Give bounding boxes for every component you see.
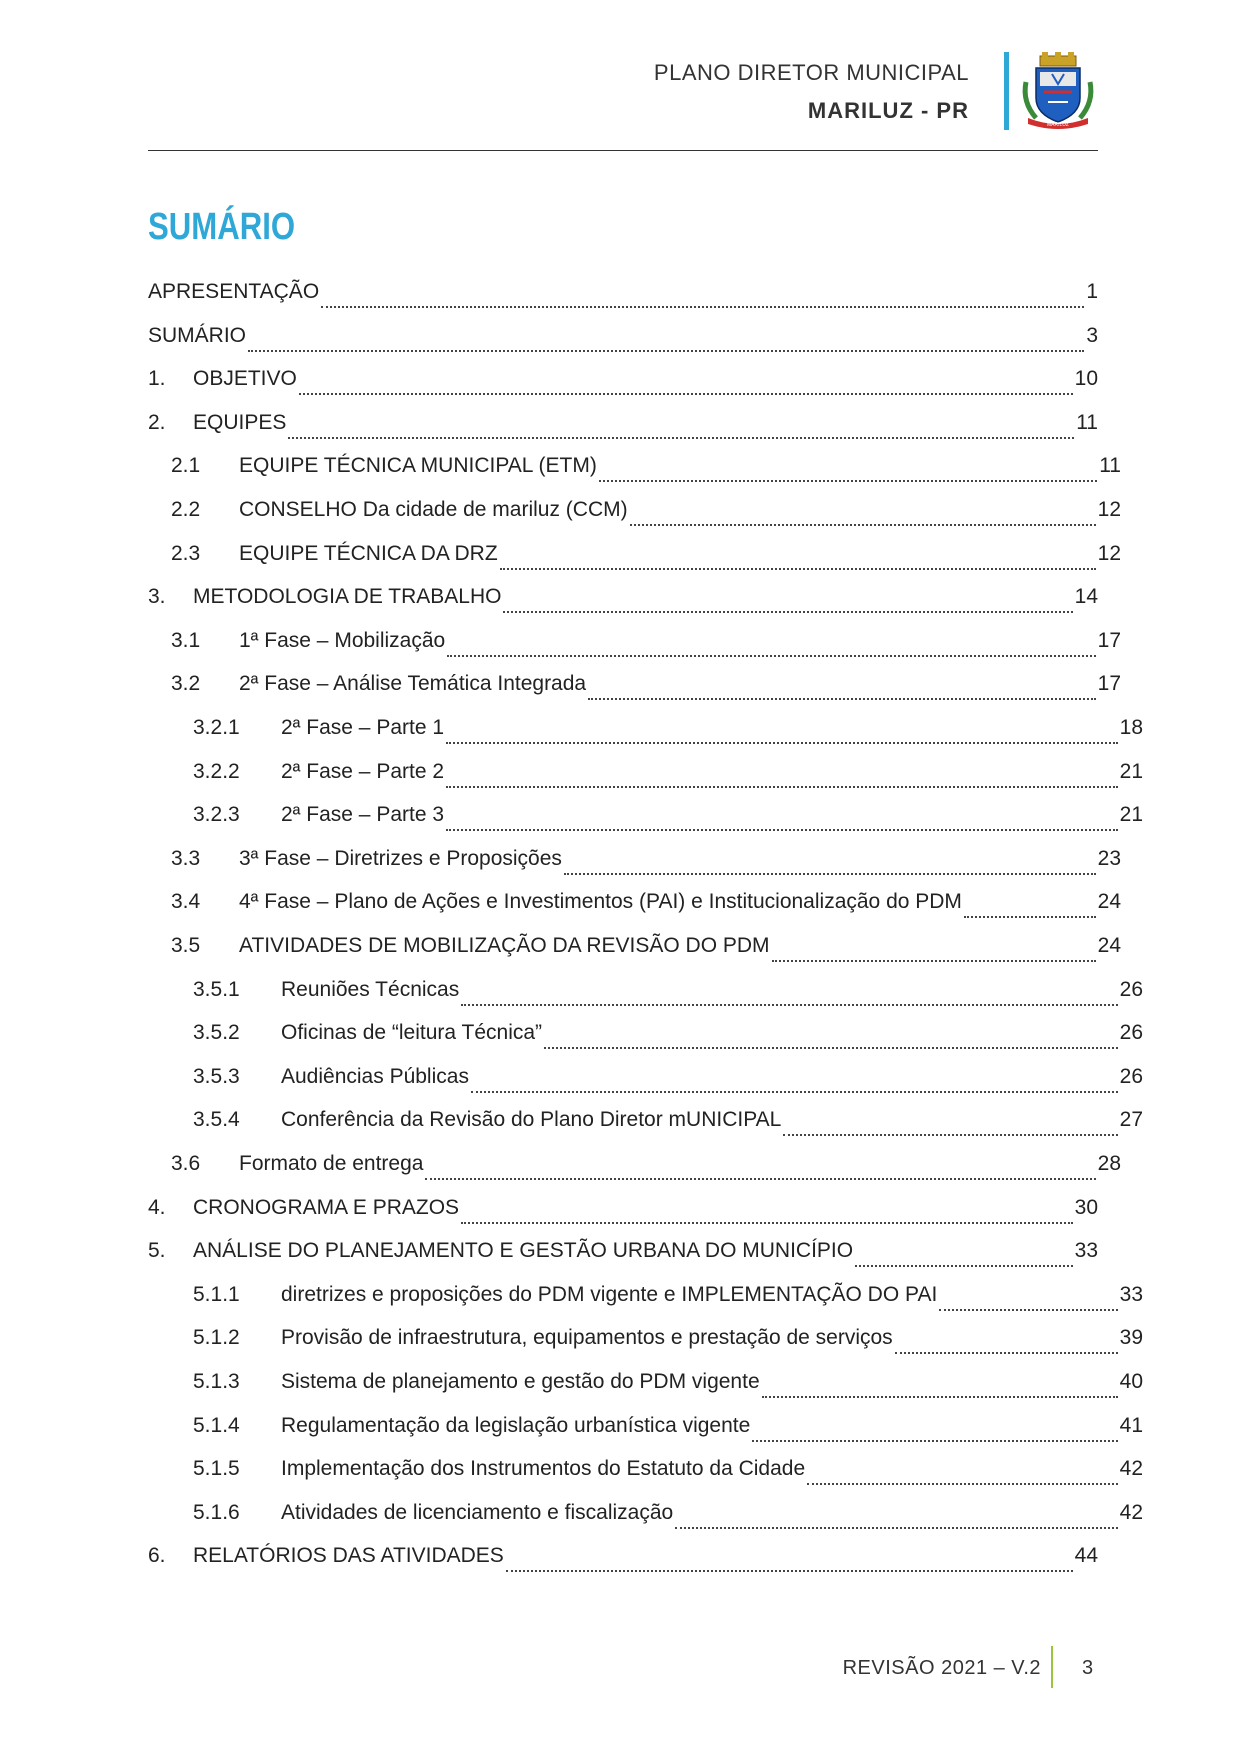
toc-entry[interactable] [148,1501,1143,1535]
toc-entry-number: 3.2 [171,672,201,696]
toc-dot-leader [299,392,1073,395]
toc-entry[interactable] [148,324,1098,358]
toc-entry-label: 2ª Fase – Parte 3 [281,803,445,827]
toc-dot-leader [855,1264,1073,1267]
toc-entry-number: 1. [148,367,166,391]
document-header [654,60,969,124]
toc-entry-page: 14 [1074,585,1098,609]
toc-dot-leader [564,872,1096,875]
toc-dot-leader [321,305,1084,308]
toc-entry-number: 3.3 [171,846,201,870]
toc-entry-label: APRESENTAÇÃO [148,280,320,303]
toc-dot-leader [772,959,1096,962]
toc-dot-leader [461,1221,1073,1224]
toc-entry[interactable] [148,367,1098,401]
toc-entry[interactable] [148,1283,1143,1317]
toc-entry-number: 3.1 [171,628,201,652]
toc-entry-number: 5.1.5 [193,1457,240,1481]
toc-entry-number: 4. [148,1195,166,1219]
toc-dot-leader [752,1439,1117,1442]
toc-entry-number: 6. [148,1544,166,1568]
toc-entry-number: 3.4 [171,890,201,914]
toc-dot-leader [288,436,1074,439]
toc-entry-label: 1ª Fase – Mobilização [239,628,446,652]
toc-entry-number: 5.1.2 [193,1326,240,1350]
toc-dot-leader [964,915,1096,918]
toc-entry-number: 5.1.1 [193,1282,240,1306]
toc-entry-label: ATIVIDADES DE MOBILIZAÇÃO DA REVISÃO DO PDM [239,934,770,957]
toc-entry-page: 26 [1119,977,1143,1001]
toc-entry[interactable] [148,847,1121,881]
toc-entry-number: 3.5.3 [193,1064,240,1088]
toc-entry-page: 18 [1119,716,1143,739]
toc-entry-page: 21 [1119,759,1143,783]
toc-entry-label: Regulamentação da legislação urbanística vigente [281,1413,751,1437]
toc-entry-page: 11 [1099,454,1121,478]
toc-entry-label: Reuniões Técnicas [281,977,460,1001]
toc-entry[interactable] [148,498,1121,532]
toc-entry-label: EQUIPE TÉCNICA DA DRZ [239,541,498,565]
toc-entry[interactable] [148,1065,1143,1099]
toc-entry[interactable] [148,1326,1143,1360]
toc-entry-page: 24 [1097,890,1121,914]
toc-dot-leader [762,1395,1118,1398]
toc-entry[interactable] [148,454,1121,488]
toc-entry-number: 2. [148,410,166,434]
toc-entry-number: 3.5 [171,934,201,957]
toc-entry[interactable] [148,716,1143,750]
toc-entry[interactable] [148,629,1121,663]
toc-entry-page: 24 [1097,934,1121,957]
toc-entry-page: 33 [1119,1282,1143,1306]
toc-entry-label: Oficinas de “leitura Técnica” [281,1021,543,1045]
toc-dot-leader [506,1569,1073,1572]
footer-divider [1051,1646,1053,1688]
toc-dot-leader [544,1046,1118,1049]
toc-entry[interactable] [148,411,1098,445]
toc-dot-leader [939,1308,1117,1311]
toc-entry[interactable] [148,1457,1143,1491]
toc-dot-leader [500,567,1096,570]
toc-entry-number: 3. [148,585,166,609]
toc-entry-number: 3.5.2 [193,1021,240,1045]
toc-entry-label: EQUIPE TÉCNICA MUNICIPAL (ETM) [239,454,597,478]
header-municipality: MARILUZ - PR [807,98,969,123]
toc-entry-label: Implementação dos Instrumentos do Estatuto da Cidade [281,1457,806,1481]
footer-page-number: 3 [1082,1657,1094,1679]
toc-entry-page: 12 [1097,541,1121,565]
toc-entry-label: Audiências Públicas [281,1064,469,1088]
toc-entry[interactable] [148,1108,1143,1142]
toc-entry-number: 2.3 [171,541,201,565]
toc-entry-number: 5.1.4 [193,1413,240,1437]
toc-entry-label: Conferência da Revisão do Plano Diretor mUNICIPAL [281,1108,782,1132]
toc-entry-page: 26 [1119,1021,1143,1045]
toc-entry-number: 5.1.6 [193,1500,240,1524]
toc-entry-number: 2.2 [171,498,201,521]
toc-entry[interactable] [148,542,1121,576]
toc-entry-page: 42 [1119,1500,1143,1524]
toc-entry-label: Atividades de licenciamento e fiscalização [281,1500,674,1524]
toc-entry-number: 2.1 [171,454,201,478]
toc-dot-leader [588,697,1096,700]
toc-entry-page: 21 [1119,803,1143,827]
toc-entry[interactable] [148,1544,1098,1578]
toc-dot-leader [599,479,1097,482]
toc-entry-page: 17 [1097,672,1121,696]
toc-entry-label: Formato de entrega [239,1152,424,1175]
toc-entry-label: 4ª Fase – Plano de Ações e Investimentos (PAI) e Institucionalização do PDM [239,890,962,914]
toc-dot-leader [425,1177,1095,1180]
toc-entry-page: 12 [1097,498,1121,521]
toc-entry-label: 2ª Fase – Análise Temática Integrada [239,672,587,696]
toc-entry-page: 27 [1119,1108,1143,1132]
toc-entry[interactable] [148,978,1143,1012]
toc-entry[interactable] [148,1239,1098,1273]
toc-dot-leader [471,1090,1118,1093]
toc-entry-label: EQUIPES [193,410,287,434]
toc-entry-page: 3 [1086,323,1098,347]
header-plan-name: PLANO DIRETOR MUNICIPAL [653,60,969,85]
toc-entry-number: 3.2.3 [193,803,240,827]
toc-dot-leader [503,610,1072,613]
toc-dot-leader [630,523,1096,526]
toc-entry[interactable] [148,760,1143,794]
toc-dot-leader [447,654,1095,657]
toc-entry-label: RELATÓRIOS DAS ATIVIDADES [193,1544,504,1568]
toc-entry-label: OBJETIVO [193,367,297,391]
toc-entry-label: 3ª Fase – Diretrizes e Proposições [239,846,562,870]
toc-entry-page: 33 [1074,1239,1098,1263]
toc-entry[interactable] [148,1152,1121,1186]
toc-entry[interactable] [148,280,1098,314]
toc-entry-label: 2ª Fase – Parte 2 [281,759,445,783]
toc-dot-leader [446,828,1118,831]
toc-entry-number: 5.1.3 [193,1370,240,1393]
toc-entry-number: 3.5.1 [193,977,240,1001]
toc-entry-label: CRONOGRAMA E PRAZOS [193,1195,460,1219]
toc-entry-page: 26 [1119,1064,1143,1088]
toc-entry[interactable] [148,934,1121,968]
toc-entry-label: Sistema de planejamento e gestão do PDM vigente [281,1370,760,1393]
toc-entry-page: 1 [1086,280,1098,303]
footer-revision: REVISÃO 2021 – V.2 [842,1657,1041,1679]
toc-dot-leader [783,1133,1117,1136]
toc-dot-leader [248,349,1084,352]
header-accent-bar [1004,52,1009,130]
crest-banner-text: MARILUZ [1047,122,1069,128]
toc-entry[interactable] [148,1196,1098,1230]
toc-entry-number: 3.6 [171,1152,201,1175]
toc-dot-leader [446,741,1118,744]
toc-entry-page: 23 [1097,846,1121,870]
toc-entry-page: 10 [1074,367,1098,391]
toc-entry-page: 40 [1119,1370,1143,1393]
toc-entry-number: 3.5.4 [193,1108,240,1132]
toc-entry[interactable] [148,890,1121,924]
toc-entry-page: 44 [1074,1544,1098,1568]
toc-entry-number: 3.2.1 [193,716,240,739]
toc-entry-label: SUMÁRIO [148,323,247,347]
toc-dot-leader [446,785,1118,788]
toc-entry-page: 30 [1074,1195,1098,1219]
toc-entry-number: 3.2.2 [193,759,240,783]
header-divider [148,150,1098,151]
municipal-coat-of-arms-icon [1018,52,1098,132]
toc-entry-page: 11 [1076,410,1098,434]
toc-entry[interactable] [148,1021,1143,1055]
toc-entry-label: CONSELHO Da cidade de mariluz (CCM) [239,498,628,521]
toc-entry[interactable] [148,1414,1143,1448]
toc-dot-leader [675,1526,1117,1529]
toc-dot-leader [895,1351,1118,1354]
toc-dot-leader [461,1003,1117,1006]
toc-entry-page: 42 [1119,1457,1143,1481]
toc-dot-leader [807,1482,1118,1485]
toc-entry-label: 2ª Fase – Parte 1 [281,716,445,739]
page-title: SUMÁRIO [148,206,296,248]
toc-entry[interactable] [148,585,1098,619]
toc-entry[interactable] [148,1370,1143,1404]
toc-entry-page: 28 [1097,1152,1121,1175]
toc-entry-page: 39 [1119,1326,1143,1350]
toc-entry-label: METODOLOGIA DE TRABALHO [193,585,502,609]
toc-entry[interactable] [148,803,1143,837]
toc-entry-page: 41 [1119,1413,1143,1437]
toc-entry-label: ANÁLISE DO PLANEJAMENTO E GESTÃO URBANA DO MUNICÍPIO [193,1239,854,1263]
toc-entry[interactable] [148,672,1121,706]
toc-entry-label: Provisão de infraestrutura, equipamentos e prestação de serviços [281,1326,893,1350]
toc-entry-label: diretrizes e proposições do PDM vigente e IMPLEMENTAÇÃO DO PAI [281,1282,938,1306]
toc-entry-number: 5. [148,1239,166,1263]
toc-entry-page: 17 [1097,628,1121,652]
